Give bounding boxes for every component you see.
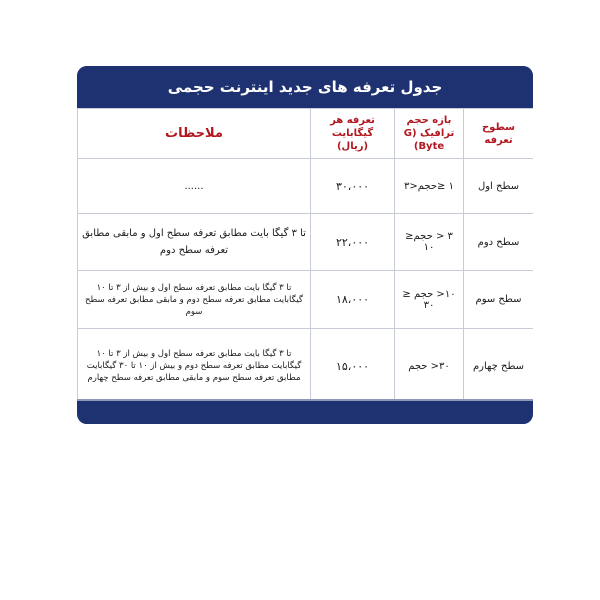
cell-level: سطح اول [464, 159, 534, 214]
header-range: بازه حجم ترافیک (G Byte) [395, 109, 464, 159]
header-price: تعرفه هر گیگابایت (ریال) [311, 109, 395, 159]
cell-range: ۳ < حجم≤ ۱۰ [395, 214, 464, 271]
cell-notes: تا ۳ گیگا بایت مطابق تعرفه سطح اول و مابقی مطابق تعرفه سطح دوم [78, 214, 311, 271]
table-row [78, 271, 534, 329]
cell-range: ۱۰< حجم ≤ ۳۰ [395, 271, 464, 329]
table-row [78, 214, 534, 271]
tariff-table-container [77, 108, 533, 420]
card-footer [77, 401, 533, 424]
tariff-card [77, 66, 533, 424]
cell-price: ۱۸،۰۰۰ [311, 271, 395, 329]
cell-notes: ...... [78, 159, 311, 214]
cell-notes: تا ۳ گیگا بایت مطابق تعرفه سطح اول و بیش از ۳ تا ۱۰ گیگابایت مطابق تعرفه سطح دوم و مابقی مطابق تعرفه سطح سوم [78, 271, 311, 329]
header-notes: ملاحظات [78, 109, 311, 159]
tariff-table [77, 108, 533, 404]
page-title: جدول تعرفه های جدید اینترنت حجمی [77, 66, 533, 108]
table-row [78, 329, 534, 404]
table-row [78, 159, 534, 214]
cell-level: سطح سوم [464, 271, 534, 329]
cell-range: ۳۰< حجم [395, 329, 464, 404]
cell-price: ۳۰،۰۰۰ [311, 159, 395, 214]
header-level: سطوح تعرفه [464, 109, 534, 159]
cell-price: ۱۵،۰۰۰ [311, 329, 395, 404]
cell-level: سطح چهارم [464, 329, 534, 404]
cell-price: ۲۲،۰۰۰ [311, 214, 395, 271]
cell-level: سطح دوم [464, 214, 534, 271]
cell-range: ۱ ≤حجم<۳ [395, 159, 464, 214]
cell-notes: تا ۳ گیگا بایت مطابق تعرفه سطح اول و بیش از ۳ تا ۱۰ گیگابایت مطابق تعرفه سطح دوم و بیش از ۱۰ تا ۳۰ گیگابایت مطابق تعرفه سطح سوم و مابقی مطابق تعرفه سطح چهارم [78, 329, 311, 404]
table-header-row [78, 109, 534, 159]
